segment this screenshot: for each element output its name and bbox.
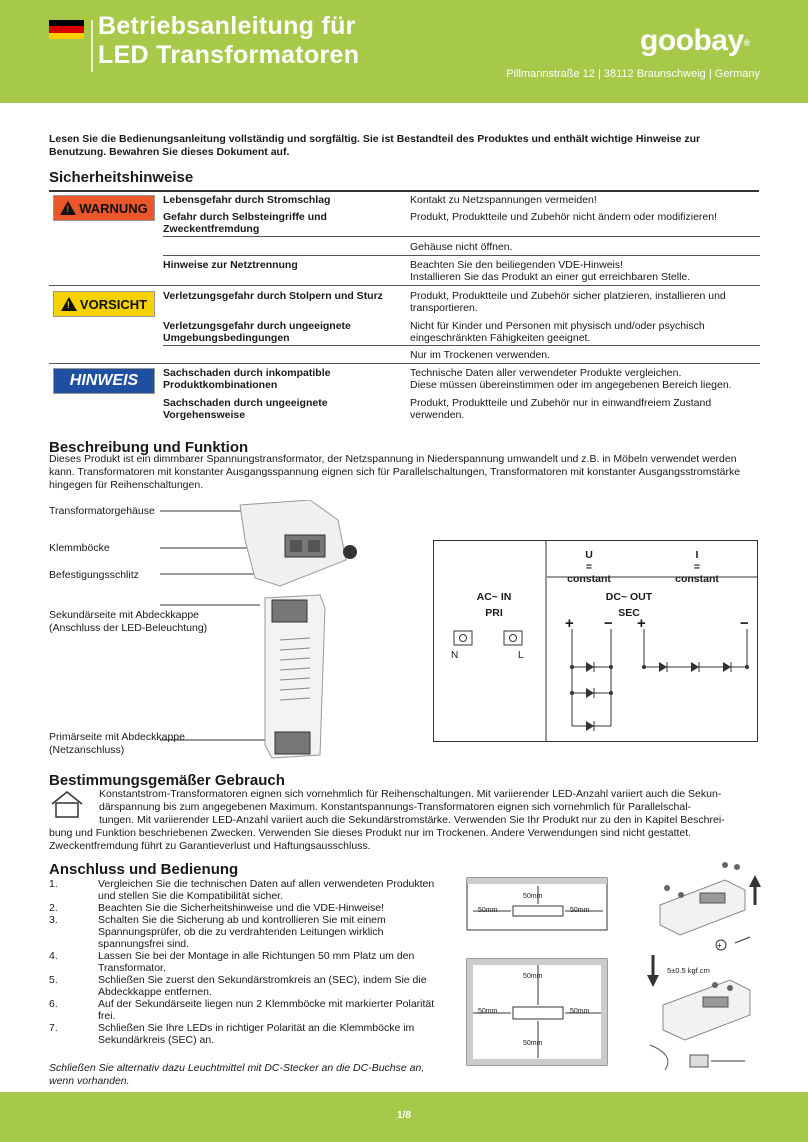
safety-heading: Sicherheitshinweise [49, 169, 194, 186]
minus-label: − [740, 615, 749, 632]
constant-voltage-label: U = constant [567, 549, 611, 585]
gap-label: 50mm [523, 893, 543, 900]
row-rule [49, 285, 760, 286]
dc-out-label: DC~ OUT [605, 591, 653, 603]
goobay-logo: goobay® [640, 24, 750, 57]
usage-text-line: därspannung bis zum angegebenen Maximum. Konstantspannungs-Transformatoren eignen sich vornehmlich für Parallelschal- [99, 801, 692, 813]
advice-text: Produkt, Produktteile und Zubehör sicher platzieren, installieren und transportieren. [410, 290, 726, 314]
sec-label: SEC [618, 607, 640, 619]
label-housing: Transformatorgehäuse [49, 505, 155, 517]
gap-label: 50mm [523, 973, 543, 980]
row-rule [49, 363, 760, 364]
advice-text: Kontakt zu Netzspannungen vermeiden! [410, 194, 597, 206]
usage-text-line: tungen. Mit variierender LED-Anzahl variiert auch die Sekundärstromstärke. Verwenden Sie Ihr Produkt nur zu den in Kapitel Beschrei- [99, 814, 725, 826]
hazard-text: Verletzungsgefahr durch ungeeignete Umgebungsbedingungen [163, 320, 351, 344]
row-rule [163, 255, 760, 256]
step-item: 5. Schließen Sie zuerst den Sekundärstromkreis an (SEC), indem Sie die Abdeckkappe entfernen. [49, 974, 427, 998]
page-footer [0, 1092, 808, 1142]
hazard-text: Lebensgefahr durch Stromschlag [163, 194, 331, 206]
advice-text: Produkt, Produktteile und Zubehör nicht ändern oder modifizieren! [410, 211, 718, 223]
label-secondary-side: Sekundärseite mit Abdeckkappe (Anschluss der LED-Beleuchtung) [49, 609, 208, 634]
gap-label: 50mm [478, 907, 498, 914]
transformer-front-view [265, 595, 325, 758]
description-text: Dieses Produkt ist ein dimmbarer Spannungstransformator, der Netzspannung in Niederspannung umwandelt und z.B. in Möbeln verwendet werden kann. Transformatoren mit konstanter Ausgangsspannung eignen sich für Parallelschaltungen, Transformatoren mit konstanter Ausgangsstromstärke hingegen für Reihenschaltungen. [49, 453, 741, 491]
row-rule [163, 236, 760, 237]
warning-triangle-icon: ! [60, 201, 76, 215]
transformer-top-view [240, 500, 357, 586]
step-item: 4. Lassen Sie bei der Montage in alle Richtungen 50 mm Platz um den Transformator. [49, 950, 415, 974]
constant-current-label: I = constant [675, 549, 719, 585]
plus-label: + [565, 615, 574, 632]
hazard-text: Gefahr durch Selbsteingriffe und Zweckentfremdung [163, 211, 327, 235]
usage-text-line: Konstantstrom-Transformatoren eignen sich vornehmlich für Reihenschaltungen. Mit variierender LED-Anzahl variiert auch die Sekun- [99, 788, 722, 800]
l-terminal-label: L [518, 650, 524, 661]
step-item: 3. Schalten Sie die Sicherung ab und kontrollieren Sie mit einem Spannungsprüfer, ob die zu verdrahtenden Leitungen wirklich spannungsfrei sind. [49, 914, 386, 950]
step-item: 2. Beachten Sie die Sicherheitshinweise und die VDE-Hinweise! [49, 902, 384, 914]
page-header [0, 0, 808, 103]
warning-badge: ! WARNUNG [54, 196, 154, 220]
step-item: 7. Schließen Sie Ihre LEDs in richtiger Polarität an die Klemmböcke im Sekundärkreis (SEC) an. [49, 1022, 415, 1046]
gap-label: 50mm [570, 907, 590, 914]
gap-label: 50mm [478, 1008, 498, 1015]
svg-text:+: + [717, 941, 722, 950]
step-item: 6. Auf der Sekundärseite liegen nun 2 Klemmböcke mit markierter Polarität frei. [49, 998, 435, 1022]
usage-text: bung und Funktion beschriebenen Zwecken. Verwenden Sie dieses Produkt nur im Trockenen. Andere Verwendungen sind nicht gestattet. Zweckentfremdung führt zu Garantieverlust und Haftungsausschluss. [49, 827, 692, 852]
intro-text: Lesen Sie die Bedienungsanleitung vollständig und sorgfältig. Sie ist Bestandteil des Produktes und enthält wichtige Hinweise zur Benutzung. Bewahren Sie dieses Dokument auf. [49, 133, 701, 158]
hazard-text: Hinweise zur Netztrennung [163, 259, 298, 271]
n-terminal-label: N [451, 650, 459, 661]
label-primary-side: Primärseite mit Abdeckkappe (Netzanschluss) [49, 731, 185, 756]
home-icon [50, 790, 84, 818]
usage-heading: Bestimmungsgemäßer Gebrauch [49, 772, 285, 789]
advice-text: Nur im Trockenen verwenden. [410, 349, 551, 361]
page-number: 1/8 [397, 1110, 411, 1121]
ac-in-label: AC~ IN [476, 591, 512, 603]
pri-label: PRI [485, 607, 503, 619]
advice-text: Produkt, Produktteile und Zubehör nur in einwandfreiem Zustand verwenden. [410, 397, 712, 421]
plus-label: + [637, 615, 646, 632]
row-rule [163, 345, 760, 346]
alternative-note: Schließen Sie alternativ dazu Leuchtmittel mit DC-Stecker an die DC-Buchse an, wenn vorhanden. [49, 1062, 425, 1087]
label-terminals: Klemmböcke [49, 542, 110, 554]
label-mounting-slot: Befestigungsschlitz [49, 569, 139, 581]
hazard-text: Sachschaden durch inkompatible Produktkombinationen [163, 367, 331, 391]
german-flag-icon [49, 20, 84, 39]
document-title: Betriebsanleitung für LED Transformatoren [98, 12, 360, 69]
description-heading: Beschreibung und Funktion [49, 439, 249, 456]
advice-text: Beachten Sie den beiliegenden VDE-Hinweis! Installieren Sie das Produkt an einer gut erreichbaren Stelle. [410, 259, 691, 283]
circuit-diagram [433, 540, 758, 742]
gap-label: 50mm [570, 1008, 590, 1015]
step-item: 1. Vergleichen Sie die technischen Daten auf allen verwendeten Produkten und stellen Sie die Kompatibilität sicher. [49, 878, 435, 902]
transformer-illustration [160, 500, 430, 765]
gap-label: 50mm [523, 1040, 543, 1047]
caution-badge: ! VORSICHT [54, 292, 154, 316]
advice-text: Technische Daten aller verwendeter Produkte vergleichen. Diese müssen übereinstimmen oder im angegebenen Bereich liegen. [410, 367, 732, 391]
company-address: Pillmannstraße 12 | 38112 Braunschweig | Germany [506, 68, 760, 80]
hint-badge: HINWEIS [54, 369, 154, 393]
caution-triangle-icon: ! [61, 297, 77, 311]
advice-text: Gehäuse nicht öffnen. [410, 241, 513, 253]
header-divider [91, 20, 93, 72]
hazard-text: Verletzungsgefahr durch Stolpern und Sturz [163, 290, 383, 302]
operation-heading: Anschluss und Bedienung [49, 861, 239, 878]
operation-steps [49, 878, 449, 1046]
minus-label: − [604, 615, 613, 632]
advice-text: Nicht für Kinder und Personen mit physisch und/oder psychisch eingeschränkten Fähigkeiten geeignet. [410, 320, 705, 344]
section-rule [49, 190, 759, 192]
hazard-text: Sachschaden durch ungeeignete Vorgehensweise [163, 397, 328, 421]
torque-label: 5±0.5 kgf.cm [667, 966, 710, 975]
